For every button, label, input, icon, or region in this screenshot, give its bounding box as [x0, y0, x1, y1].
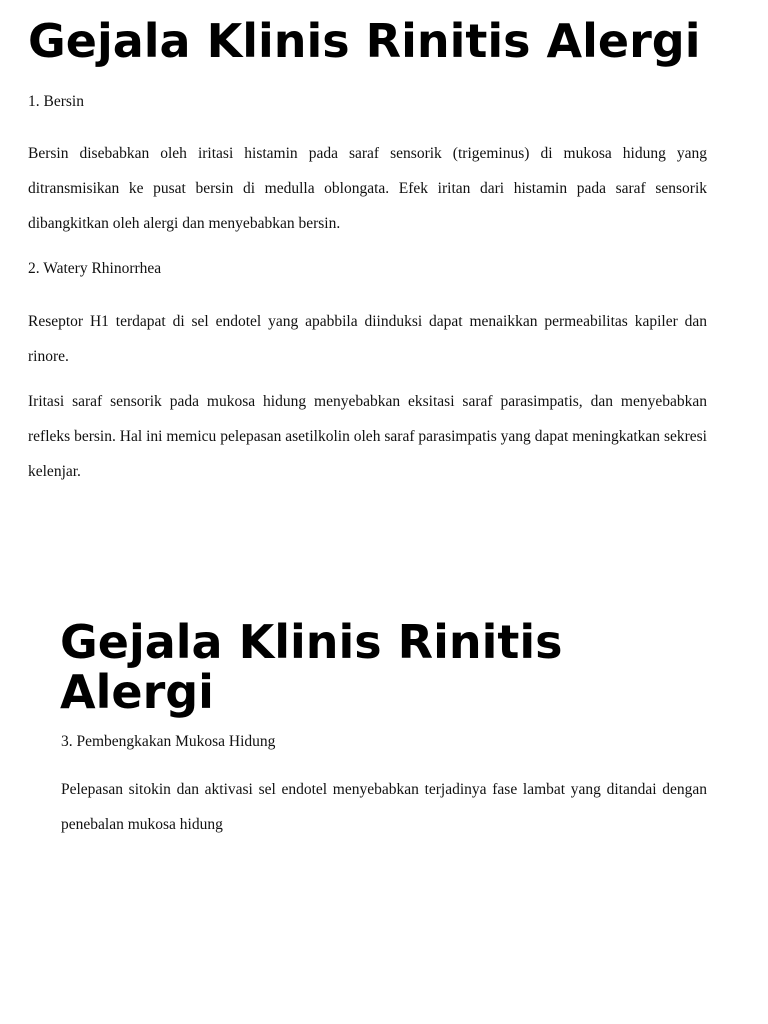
item-heading-pembengkakan: 3. Pembengkakan Mukosa Hidung: [61, 733, 276, 750]
slide-1: [0, 0, 768, 500]
item-heading-bersin: 1. Bersin: [28, 93, 84, 110]
item-heading-watery-rhinorrhea: 2. Watery Rhinorrhea: [28, 260, 162, 277]
slide-2: [0, 560, 768, 1024]
paragraph-bersin: Bersin disebabkan oleh iritasi histamin pada saraf sensorik (trigeminus) di mukosa hidung yang ditransmisikan ke pusat bersin di medulla oblongata. Efek iritan dari histamin pada saraf sensorik dibangkitkan oleh alergi dan menyebabkan bersin.: [28, 145, 707, 232]
slide-title: Gejala Klinis Rinitis Alergi: [60, 615, 563, 719]
slide-body: [61, 732, 707, 842]
paragraph-iritasi-saraf: Iritasi saraf sensorik pada mukosa hidung menyebabkan eksitasi saraf parasimpatis, dan menyebabkan refleks bersin. Hal ini memicu pelepasan asetilkolin oleh saraf parasimpatis yang dapat meningkatkan sekresi kelenjar.: [28, 393, 707, 480]
paragraph-reseptor-h1: Reseptor H1 terdapat di sel endotel yang apabbila diinduksi dapat menaikkan permeabilitas kapiler dan rinore.: [28, 313, 707, 365]
slide-title: Gejala Klinis Rinitis Alergi: [28, 14, 701, 68]
paragraph-pelepasan-sitokin: Pelepasan sitokin dan aktivasi sel endotel menyebabkan terjadinya fase lambat yang ditandai dengan penebalan mukosa hidung: [61, 781, 707, 833]
slide-body: [28, 92, 707, 489]
